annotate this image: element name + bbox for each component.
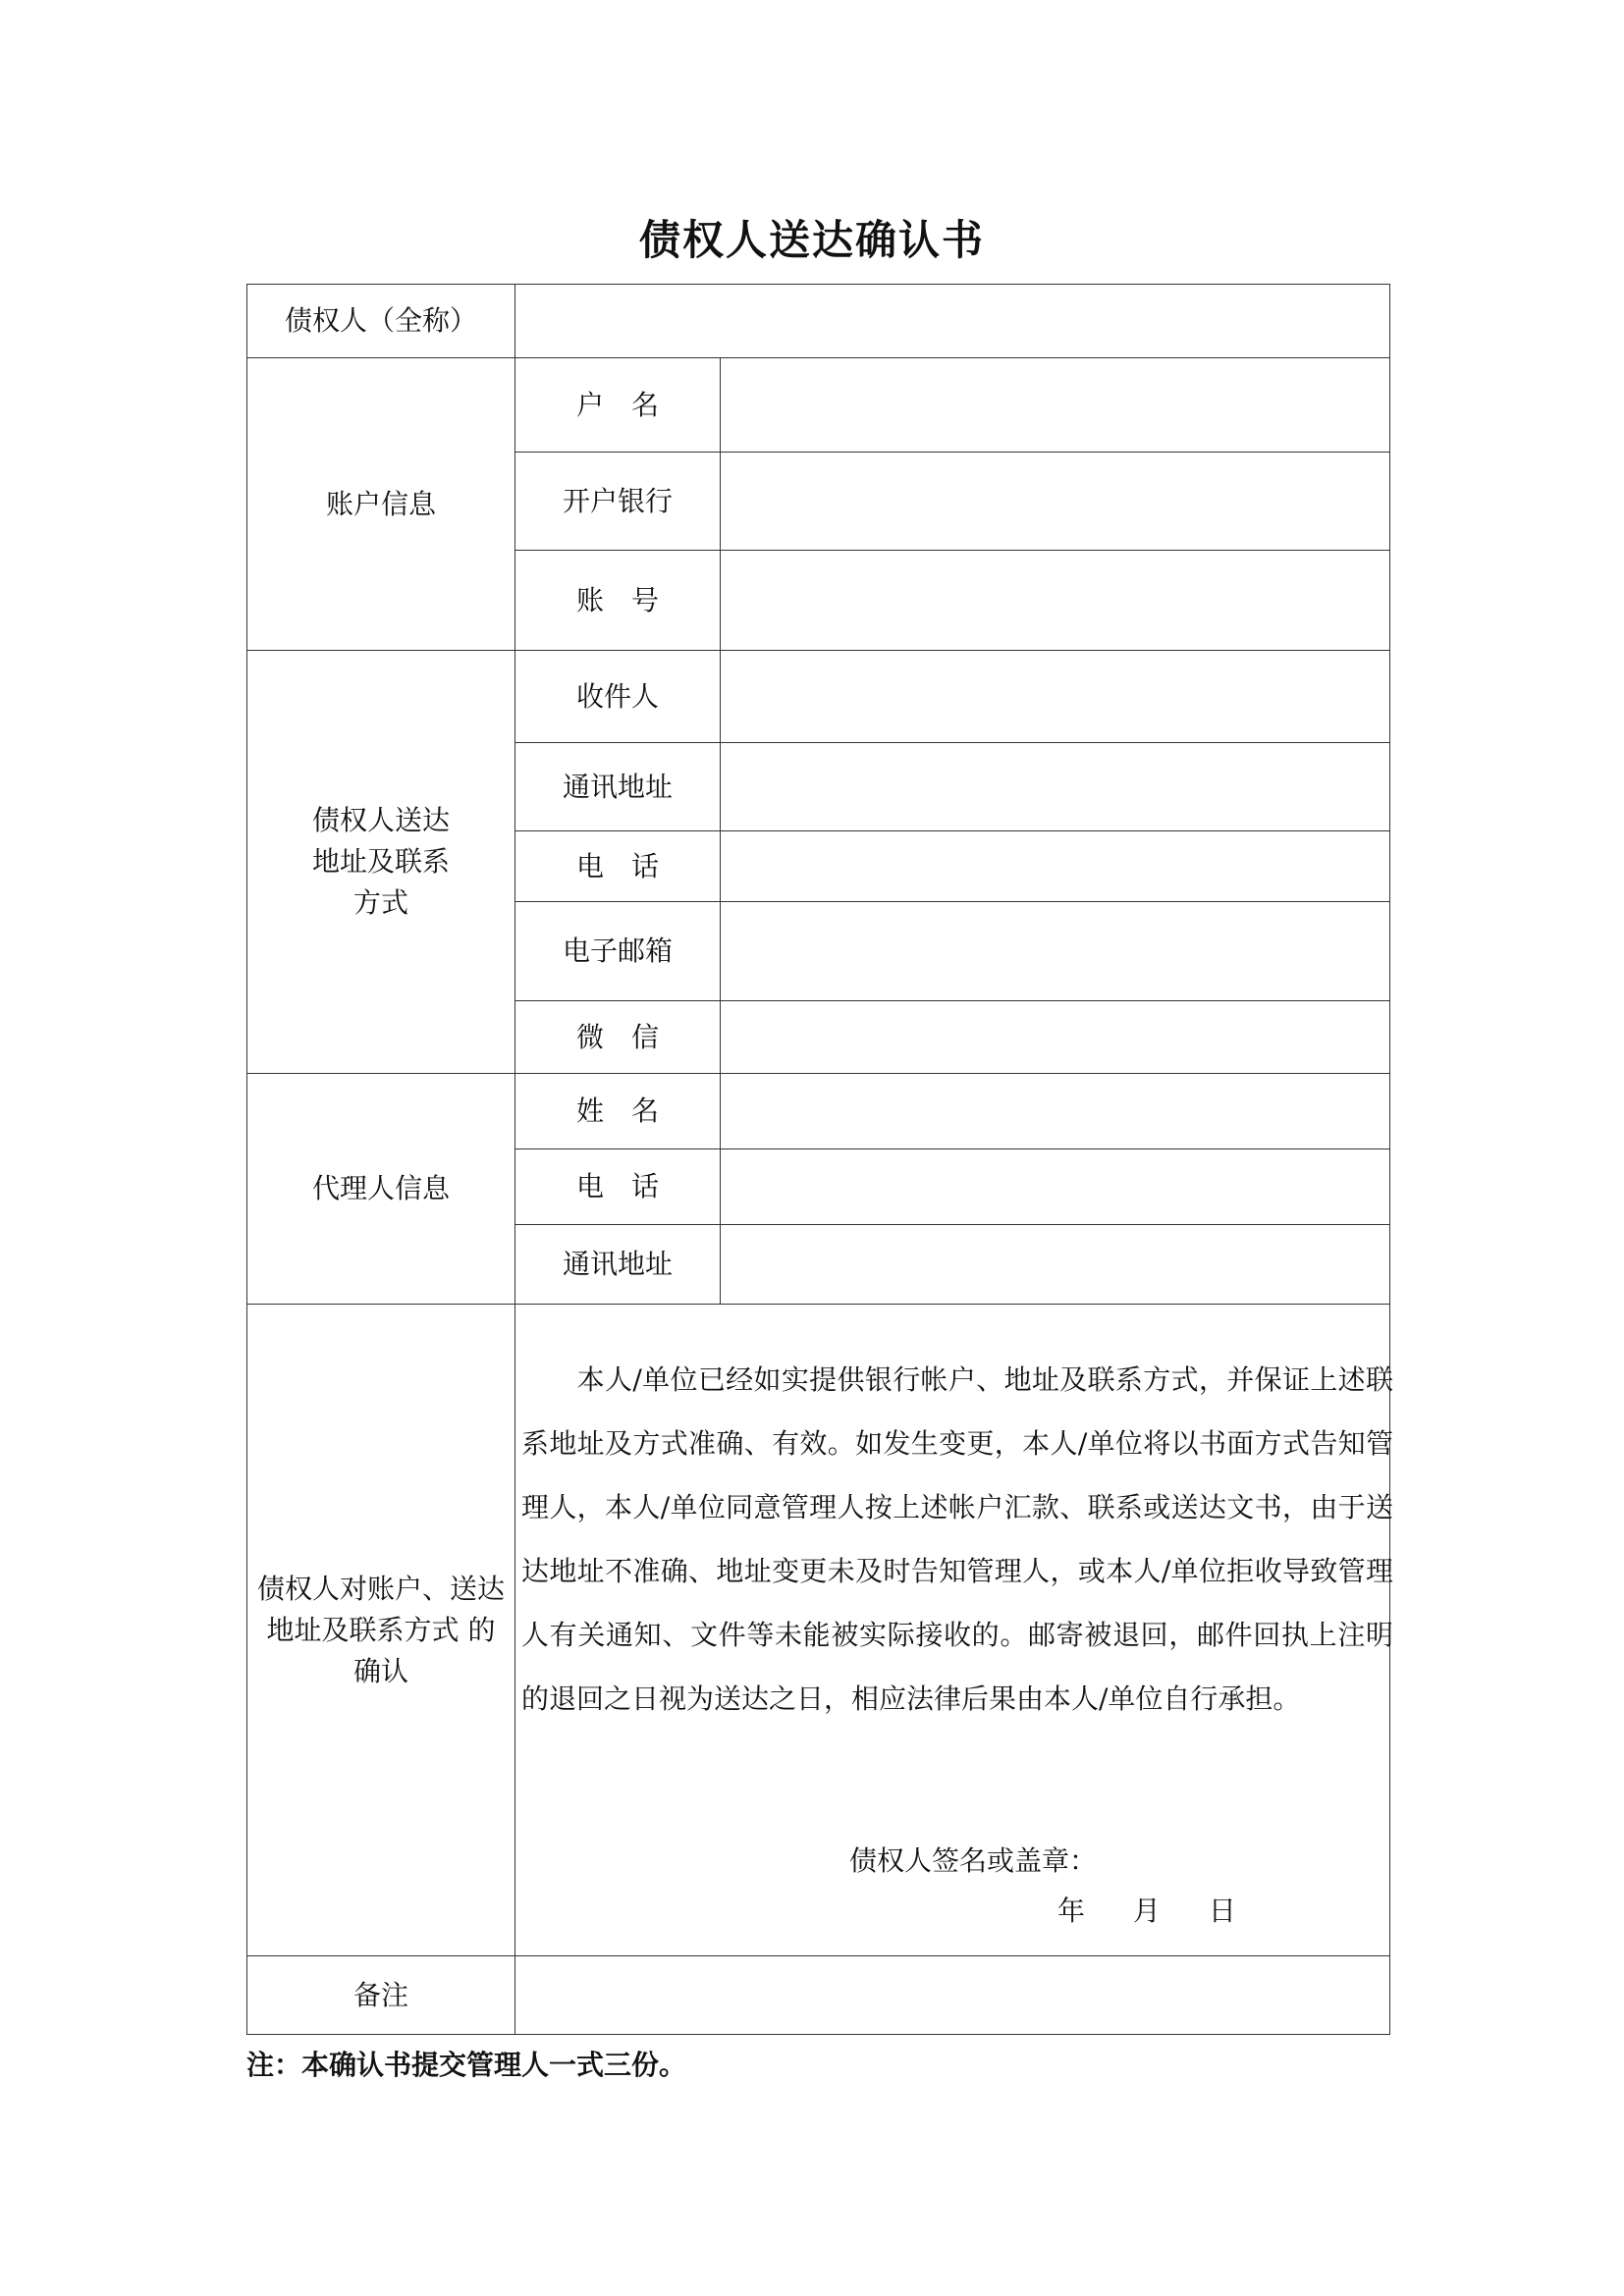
footnote: 注：本确认书提交管理人一式三份。 [246,2049,687,2081]
phone-label: 电 话 [515,831,721,902]
row-remarks [247,1956,1390,2035]
delivery-label-line-2: 地址及联系 [311,845,450,878]
confirmation-statement: 本人/单位已经如实提供银行帐户、地址及联系方式，并保证上述联系地址及方式准确、有效。如发生变更，本人/单位将以书面方式告知管理人，本人/单位同意管理人按上述帐户汇款、联系或送达文书，由于送达地址不准确、地址变更未及时告知管理人，或本人/单位拒收导致管理人有关通知、文件等未能被实际接收的。邮寄被退回，邮件回执上注明的退回之日视为送达之日，相应法律后果由本人/单位自行承担。 [521,1363,1393,1715]
confirmation-label-line-3: 确认 [352,1654,408,1687]
email-label: 电子邮箱 [515,902,721,1001]
signature-label: 债权人签名或盖章： [849,1844,1098,1877]
account-number-label: 账 号 [515,551,721,651]
wechat-label: 微 信 [515,1001,721,1074]
confirmation-cell [515,1305,1393,1956]
date-month: 月 [1132,1895,1161,1927]
date-year: 年 [1057,1895,1086,1927]
row-recipient [247,651,1390,743]
email-field[interactable] [721,902,1390,1001]
delivery-label-line-1: 债权人送达 [311,804,450,836]
agent-name-label: 姓 名 [515,1074,721,1149]
account-info-label: 账户信息 [247,358,515,651]
agent-phone-label: 电 话 [515,1149,721,1225]
agent-name-field[interactable] [721,1074,1390,1149]
mailing-address-field[interactable] [721,743,1390,831]
wechat-field[interactable] [721,1001,1390,1074]
account-number-field[interactable] [721,551,1390,651]
bank-label: 开户银行 [515,453,721,551]
confirmation-label-line-2: 地址及联系方式 的 [266,1613,496,1646]
account-holder-field[interactable] [721,358,1390,453]
mailing-address-label: 通讯地址 [515,743,721,831]
delivery-contact-label [247,651,515,1074]
creditor-name-label: 债权人（全称） [247,285,515,358]
confirmation-form-table [246,284,1393,2035]
agent-address-label: 通讯地址 [515,1225,721,1305]
row-confirmation [247,1305,1390,1956]
confirmation-label [247,1305,515,1956]
row-account-holder [247,358,1390,453]
remarks-field[interactable] [515,1956,1390,2035]
row-agent-name [247,1074,1390,1149]
bank-field[interactable] [721,453,1390,551]
recipient-label: 收件人 [515,651,721,743]
phone-field[interactable] [721,831,1390,902]
agent-address-field[interactable] [721,1225,1390,1305]
account-holder-label: 户 名 [515,358,721,453]
agent-info-label: 代理人信息 [247,1074,515,1305]
delivery-label-line-3: 方式 [352,886,408,919]
confirmation-label-line-1: 债权人对账户、送达 [256,1572,505,1605]
creditor-name-field[interactable] [515,285,1390,358]
remarks-label: 备注 [247,1956,515,2035]
agent-phone-field[interactable] [721,1149,1390,1225]
date-day: 日 [1208,1895,1236,1927]
document-title: 债权人送达确认书 [638,216,985,264]
row-creditor-name [247,285,1390,358]
recipient-field[interactable] [721,651,1390,743]
date-line [1057,1891,1236,1932]
